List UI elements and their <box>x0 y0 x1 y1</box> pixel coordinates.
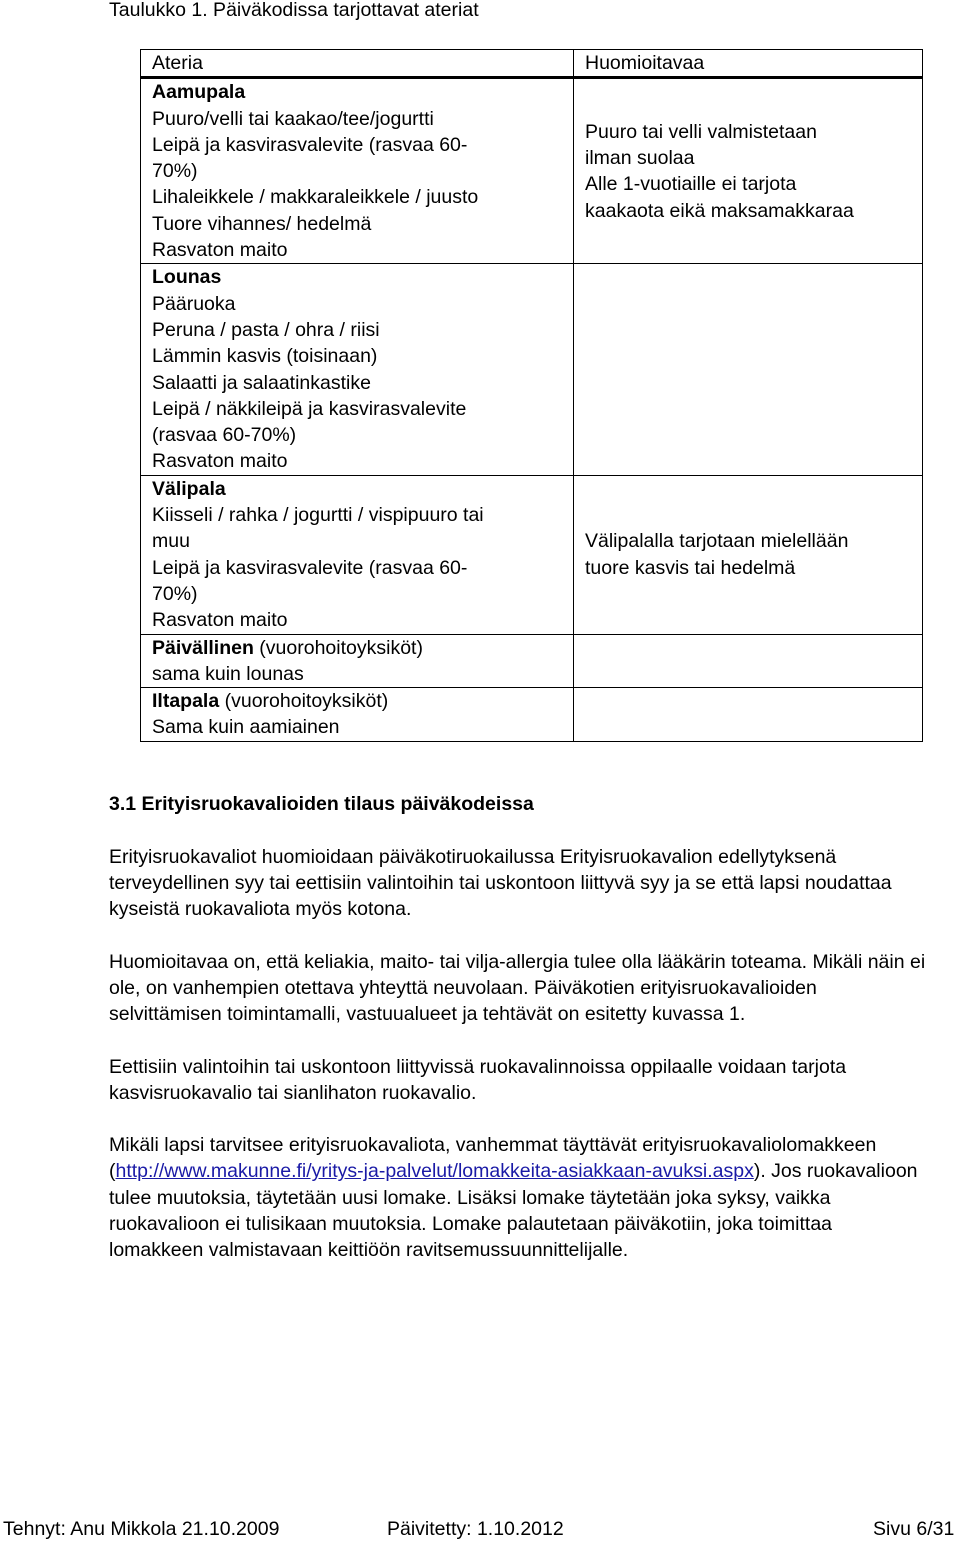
meal-title-suffix: (vuorohoitoyksiköt) <box>219 690 389 713</box>
paragraph: Erityisruokavaliot huomioidaan päiväkotiruokailussa Erityisruokavalion edellytyksenä terveydellinen syy tai eettisiin valintoihin tai uskontoon liittyvä syy ja se että lapsi noudattaa kyseistä ruokavaliota myös kotona. <box>109 846 892 921</box>
meal-item: Puuro/velli tai kaakao/tee/jogurtti <box>152 107 434 130</box>
meal-item: sama kuin lounas <box>152 662 304 685</box>
form-link[interactable]: http://www.makunne.fi/yritys-ja-palvelut/lomakkeita-asiakkaan-avuksi.aspx <box>115 1160 754 1183</box>
meal-item: 70%) <box>152 160 198 183</box>
meal-item: Rasvaton maito <box>152 450 288 473</box>
meal-item: Rasvaton maito <box>152 239 288 262</box>
table-row-paivallinen <box>141 634 923 688</box>
notes-cell <box>574 475 923 634</box>
meal-item: Lämmin kasvis (toisinaan) <box>152 345 378 368</box>
note-line: ilman suolaa <box>585 147 695 170</box>
table-caption: Taulukko 1. Päiväkodissa tarjottavat ateriat <box>109 0 479 21</box>
note-line: tuore kasvis tai hedelmä <box>585 556 796 579</box>
column-header-meal: Ateria <box>141 50 574 78</box>
note-line: Puuro tai velli valmistetaan <box>585 120 817 143</box>
section-heading: 3.1 Erityisruokavalioiden tilaus päiväkodeissa <box>109 793 534 815</box>
meal-title-suffix: (vuorohoitoyksiköt) <box>253 636 423 659</box>
meal-title: Iltapala <box>152 690 220 713</box>
notes-cell <box>574 264 923 475</box>
meal-title: Päivällinen <box>152 636 254 659</box>
meal-item: Leipä ja kasvirasvalevite (rasvaa 60- <box>152 133 468 156</box>
section-body <box>109 844 929 1289</box>
meal-cell <box>141 264 574 475</box>
paragraph-text: Mikäli lapsi tarvitsee erityisruokavaliota, vanhemmat täyttävät erityisruokavaliolomakkeen ( <box>109 1134 877 1183</box>
note-line: Välipalalla tarjotaan mielellään <box>585 530 849 553</box>
footer-updated: Päivitetty: 1.10.2012 <box>387 1518 564 1540</box>
meal-item: muu <box>152 530 190 553</box>
footer-author: Tehnyt: Anu Mikkola 21.10.2009 <box>3 1518 280 1540</box>
column-header-notes: Huomioitavaa <box>574 50 923 78</box>
meal-item: Lihaleikkele / makkaraleikkele / juusto <box>152 186 479 209</box>
notes-cell <box>574 688 923 742</box>
meal-cell <box>141 634 574 688</box>
meal-title-line <box>152 635 562 661</box>
meal-title: Aamupala <box>152 81 246 104</box>
meal-item: Salaatti ja salaatinkastike <box>152 371 371 394</box>
meal-item: Leipä ja kasvirasvalevite (rasvaa 60- <box>152 556 468 579</box>
meal-item: Leipä / näkkileipä ja kasvirasvalevite <box>152 397 467 420</box>
table-header-row <box>141 50 923 78</box>
meal-item: Peruna / pasta / ohra / riisi <box>152 318 380 341</box>
meal-item: Pääruoka <box>152 292 236 315</box>
meal-item: Tuore vihannes/ hedelmä <box>152 212 372 235</box>
paragraph-text: ). Jos ruokavalioon tulee muutoksia, täytetään uusi lomake. Lisäksi lomake täytetään joka syksy, vaikka ruokavalioon ei tulisikaan muutoksia. Lomake palautetaan päiväkotiin, joka toimittaa lomakkeen valmistavaan keittiöön ravitsemussuunnittelijalle. <box>109 1160 918 1261</box>
notes-cell <box>574 634 923 688</box>
paragraph: Huomioitavaa on, että keliakia, maito- tai vilja-allergia tulee olla lääkärin toteama. Mikäli näin ei ole, on vanhempien otettava yhteyttä neuvolaan. Päiväkotien erityisruokavalioiden selvittämisen toimintamalli, vastuualueet ja tehtävät on esitetty kuvassa 1. <box>109 950 926 1026</box>
note-line: kaakaota eikä maksamakkaraa <box>585 199 854 222</box>
table-row-valipala <box>141 475 923 634</box>
meal-title-line <box>152 688 562 714</box>
meal-item: (rasvaa 60-70%) <box>152 424 297 447</box>
page-footer <box>0 1516 960 1544</box>
meal-item: Kiisseli / rahka / jogurtti / vispipuuro tai <box>152 504 484 527</box>
table-row-aamupala <box>141 78 923 264</box>
paragraph: Eettisiin valintoihin tai uskontoon liittyvissä ruokavalinnoissa oppilaalle voidaan tarjota kasvisruokavalio tai sianlihaton ruokavalio. <box>109 1055 847 1104</box>
notes-cell <box>574 78 923 264</box>
meal-cell <box>141 688 574 742</box>
note-line: Alle 1-vuotiaille ei tarjota <box>585 173 797 196</box>
table-row-lounas <box>141 264 923 475</box>
paragraph <box>109 1132 929 1263</box>
meal-title: Välipala <box>152 477 226 500</box>
meals-table <box>140 49 923 742</box>
footer-page-number: Sivu 6/31 <box>873 1518 955 1540</box>
table-row-iltapala <box>141 688 923 742</box>
meal-item: Sama kuin aamiainen <box>152 716 340 739</box>
meal-item: Rasvaton maito <box>152 609 288 632</box>
meal-title: Lounas <box>152 266 222 289</box>
meal-item: 70%) <box>152 582 198 605</box>
meal-cell <box>141 475 574 634</box>
meal-cell <box>141 78 574 264</box>
